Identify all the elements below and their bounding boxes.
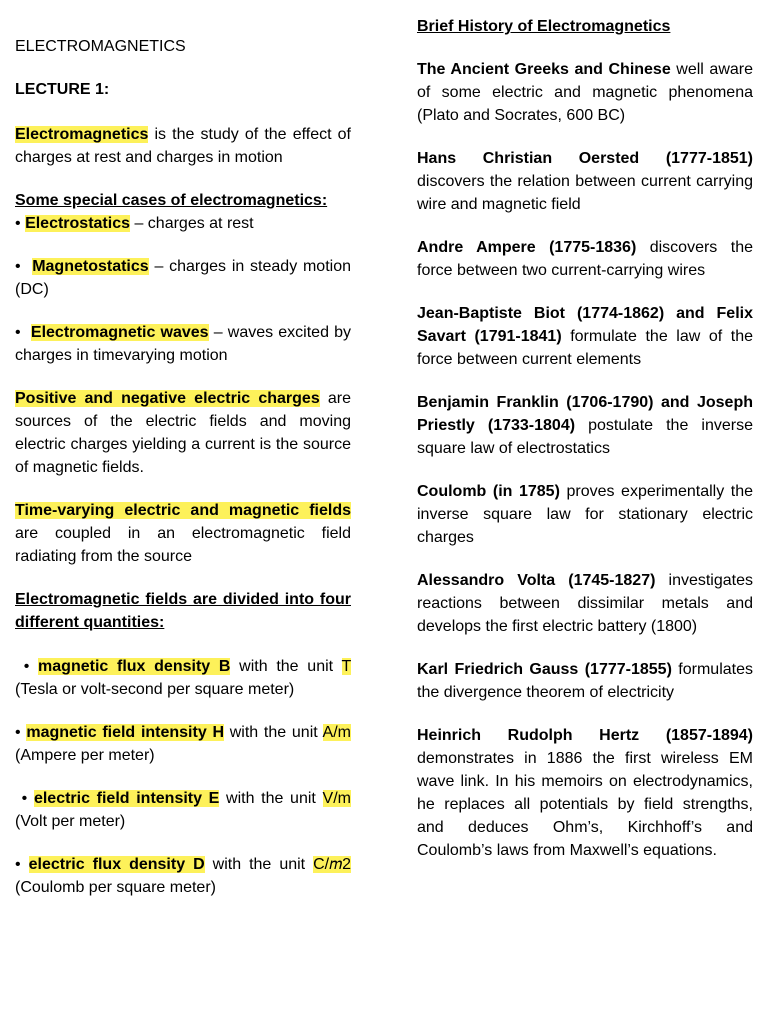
history-name: The Ancient Greeks and Chinese [417, 61, 671, 78]
quantity-unit: T [341, 658, 351, 675]
special-case-text: – charges at rest [130, 215, 254, 232]
special-case-term: Electrostatics [25, 215, 130, 232]
quantity-item [15, 853, 351, 899]
history-text: well aware of some electric and magnetic phenomena (Plato and Socrates, 600 BC) [417, 61, 753, 124]
special-case-text: – charges in steady motion (DC) [15, 258, 352, 298]
history-name: Karl Friedrich Gauss (1777-1855) [417, 661, 672, 678]
charges-term: Positive and negative electric charges [15, 390, 320, 407]
history-text: discovers the relation between current carrying wire and magnetic field [417, 173, 753, 213]
special-cases-heading: Some special cases of electromagnetics: [15, 192, 328, 209]
intro-paragraph [15, 123, 351, 169]
history-text: demonstrates in 1886 the first wireless EM wave link. In his memoirs on electrodynamics, he replaces all potentials by field strengths, and deduces Ohm’s, Kirchhoff’s and Coulomb’s laws from Maxwell’s equations. [417, 750, 753, 859]
history-name: Hans Christian Oersted (1777-1851) [417, 150, 753, 167]
quantity-item [15, 787, 351, 833]
special-case-text: – waves excited by charges in timevarying motion [15, 324, 352, 364]
quantity-desc: (Tesla or volt-second per square meter) [15, 681, 295, 698]
quantity-desc: (Coulomb per square meter) [15, 879, 216, 896]
bullet: • [15, 258, 21, 275]
quantity-item [15, 721, 351, 767]
bullet: • [15, 215, 21, 232]
intro-term: Electromagnetics [15, 126, 149, 143]
special-case-item [15, 212, 351, 235]
history-name: Heinrich Rudolph Hertz (1857-1894) [417, 727, 753, 744]
bullet: • [15, 324, 21, 341]
quantity-term: magnetic flux density B [38, 658, 231, 675]
history-text: formulate the law of the force between current elements [417, 328, 753, 368]
quantity-desc: (Volt per meter) [15, 813, 126, 830]
quantity-connector: with the unit [224, 724, 323, 741]
left-column [15, 0, 351, 899]
quantity-connector: with the unit [219, 790, 323, 807]
history-entry [417, 302, 753, 371]
quantity-term: electric field intensity E [33, 790, 220, 807]
charges-text: are sources of the electric fields and moving electric charges yielding a current is the source of magnetic fields. [15, 390, 351, 476]
lecture-label: LECTURE 1: [15, 81, 110, 98]
quantity-desc: (Ampere per meter) [15, 747, 155, 764]
history-heading: Brief History of Electromagnetics [417, 18, 671, 35]
history-entry [417, 236, 753, 282]
history-text: formulates the divergence theorem of electricity [417, 661, 753, 701]
charges-paragraph [15, 387, 351, 479]
history-name: Coulomb (in 1785) [417, 483, 560, 500]
quantity-unit: A/m [322, 724, 351, 741]
history-name: Jean-Baptiste Biot (1774-1862) and Felix Savart (1791-1841) [417, 305, 753, 345]
quantity-term: electric flux density D [28, 856, 205, 873]
history-entry [417, 391, 753, 460]
history-text: postulate the inverse square law of electrostatics [417, 417, 753, 457]
special-case-term: Magnetostatics [32, 258, 149, 275]
history-text: discovers the force between two current-carrying wires [417, 239, 753, 279]
bullet: • [23, 658, 30, 675]
special-case-term: Electromagnetic waves [30, 324, 209, 341]
bullet: • [21, 790, 28, 807]
history-entry [417, 58, 753, 127]
document-title: ELECTROMAGNETICS [15, 38, 186, 55]
history-entry [417, 724, 753, 862]
timevarying-term: Time-varying electric and magnetic fields [15, 502, 351, 519]
quantities-heading: Electromagnetic fields are divided into four different quantities: [15, 591, 351, 631]
quantity-unit: V/m [322, 790, 351, 807]
quantity-connector: with the unit [230, 658, 342, 675]
history-entry [417, 147, 753, 216]
special-case-item [15, 321, 351, 367]
quantity-connector: with the unit [204, 856, 314, 873]
right-column [417, 0, 753, 862]
quantity-unit: C/𝑚2 [313, 856, 351, 873]
history-name: Andre Ampere (1775-1836) [417, 239, 637, 256]
quantity-item [15, 655, 351, 701]
history-entry [417, 658, 753, 704]
history-name: Benjamin Franklin (1706-1790) and Joseph Priestly (1733-1804) [417, 394, 753, 434]
bullet: • [15, 724, 21, 741]
history-text: investigates reactions between dissimilar metals and develops the first electric battery (1800) [417, 572, 753, 635]
history-entry [417, 569, 753, 638]
quantity-term: magnetic field intensity H [26, 724, 225, 741]
intro-text: is the study of the effect of charges at rest and charges in motion [15, 126, 351, 166]
bullet: • [15, 856, 21, 873]
history-text: proves experimentally the inverse square law for stationary electric charges [417, 483, 753, 546]
special-case-item [15, 255, 351, 301]
timevarying-paragraph [15, 499, 351, 568]
history-name: Alessandro Volta (1745-1827) [417, 572, 656, 589]
history-entry [417, 480, 753, 549]
timevarying-text: are coupled in an electromagnetic field radiating from the source [15, 525, 351, 565]
